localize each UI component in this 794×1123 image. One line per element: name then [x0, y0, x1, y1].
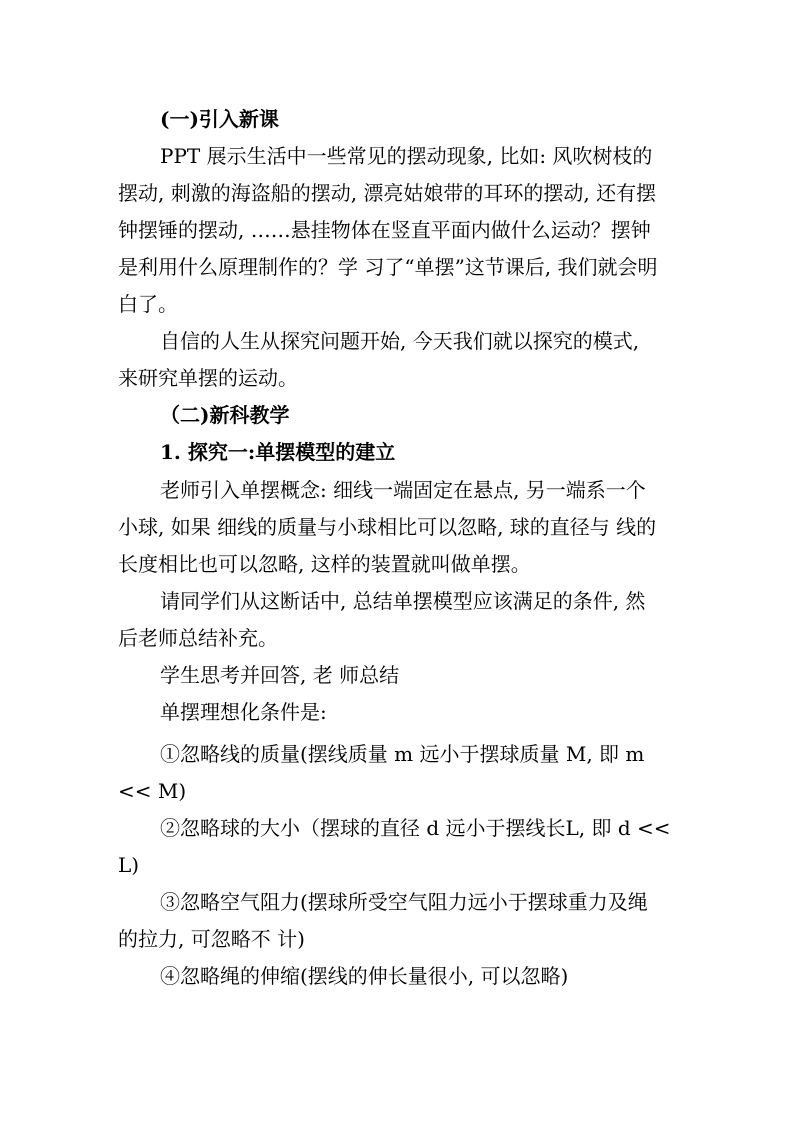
- paragraph-line: PPT 展示生活中一些常见的摆动现象, 比如: 风吹树枝的: [160, 144, 653, 168]
- condition-item-3-cont: 的拉力, 可忽略不 计): [118, 927, 305, 951]
- paragraph-line: 长度相比也可以忽略, 这样的装置就叫做单摆。: [118, 552, 531, 576]
- paragraph-line: 学生思考并回答, 老 师总结: [160, 663, 400, 687]
- paragraph-line: 白了。: [118, 292, 178, 316]
- heading-explore-1: 1. 探究一:单摆模型的建立: [160, 440, 396, 464]
- paragraph-line: 请同学们从这断话中, 总结单摆模型应该满足的条件, 然: [160, 589, 646, 613]
- paragraph-line: 单摆理想化条件是:: [160, 700, 327, 724]
- condition-item-1: ①忽略线的质量(摆线质量 m 远小于摆球质量 M, 即 m: [160, 742, 645, 766]
- condition-item-3: ③忽略空气阻力(摆球所受空气阻力远小于摆球重力及绳: [160, 890, 648, 914]
- paragraph-line: 老师引入单摆概念: 细线一端固定在悬点, 另一端系一个: [160, 478, 646, 502]
- condition-item-4: ④忽略绳的伸缩(摆线的伸长量很小, 可以忽略): [160, 964, 569, 988]
- paragraph-line: 是利用什么原理制作的？学 习了“单摆”这节课后, 我们就会明: [118, 255, 658, 279]
- condition-item-2-cont: L): [118, 853, 140, 877]
- paragraph-line: 来研究单摆的运动。: [118, 366, 298, 390]
- paragraph-line: 小球, 如果 细线的质量与小球相比可以忽略, 球的直径与 线的: [118, 515, 657, 539]
- condition-item-2: ②忽略球的大小（摆球的直径 d 远小于摆线长L, 即 d <<: [160, 816, 671, 840]
- paragraph-line: 钟摆锤的摆动, ……悬挂物体在竖直平面内做什么运动？摆钟: [118, 218, 651, 242]
- condition-item-1-cont: << M): [118, 779, 187, 803]
- heading-intro: (一)引入新课: [160, 107, 279, 131]
- paragraph-line: 自信的人生从探究问题开始, 今天我们就以探究的模式,: [160, 329, 640, 353]
- heading-teaching: （二)新科教学: [160, 403, 290, 427]
- paragraph-line: 后老师总结补充。: [118, 626, 278, 650]
- paragraph-line: 摆动, 刺激的海盗船的摆动, 漂亮姑娘带的耳环的摆动, 还有摆: [118, 181, 657, 205]
